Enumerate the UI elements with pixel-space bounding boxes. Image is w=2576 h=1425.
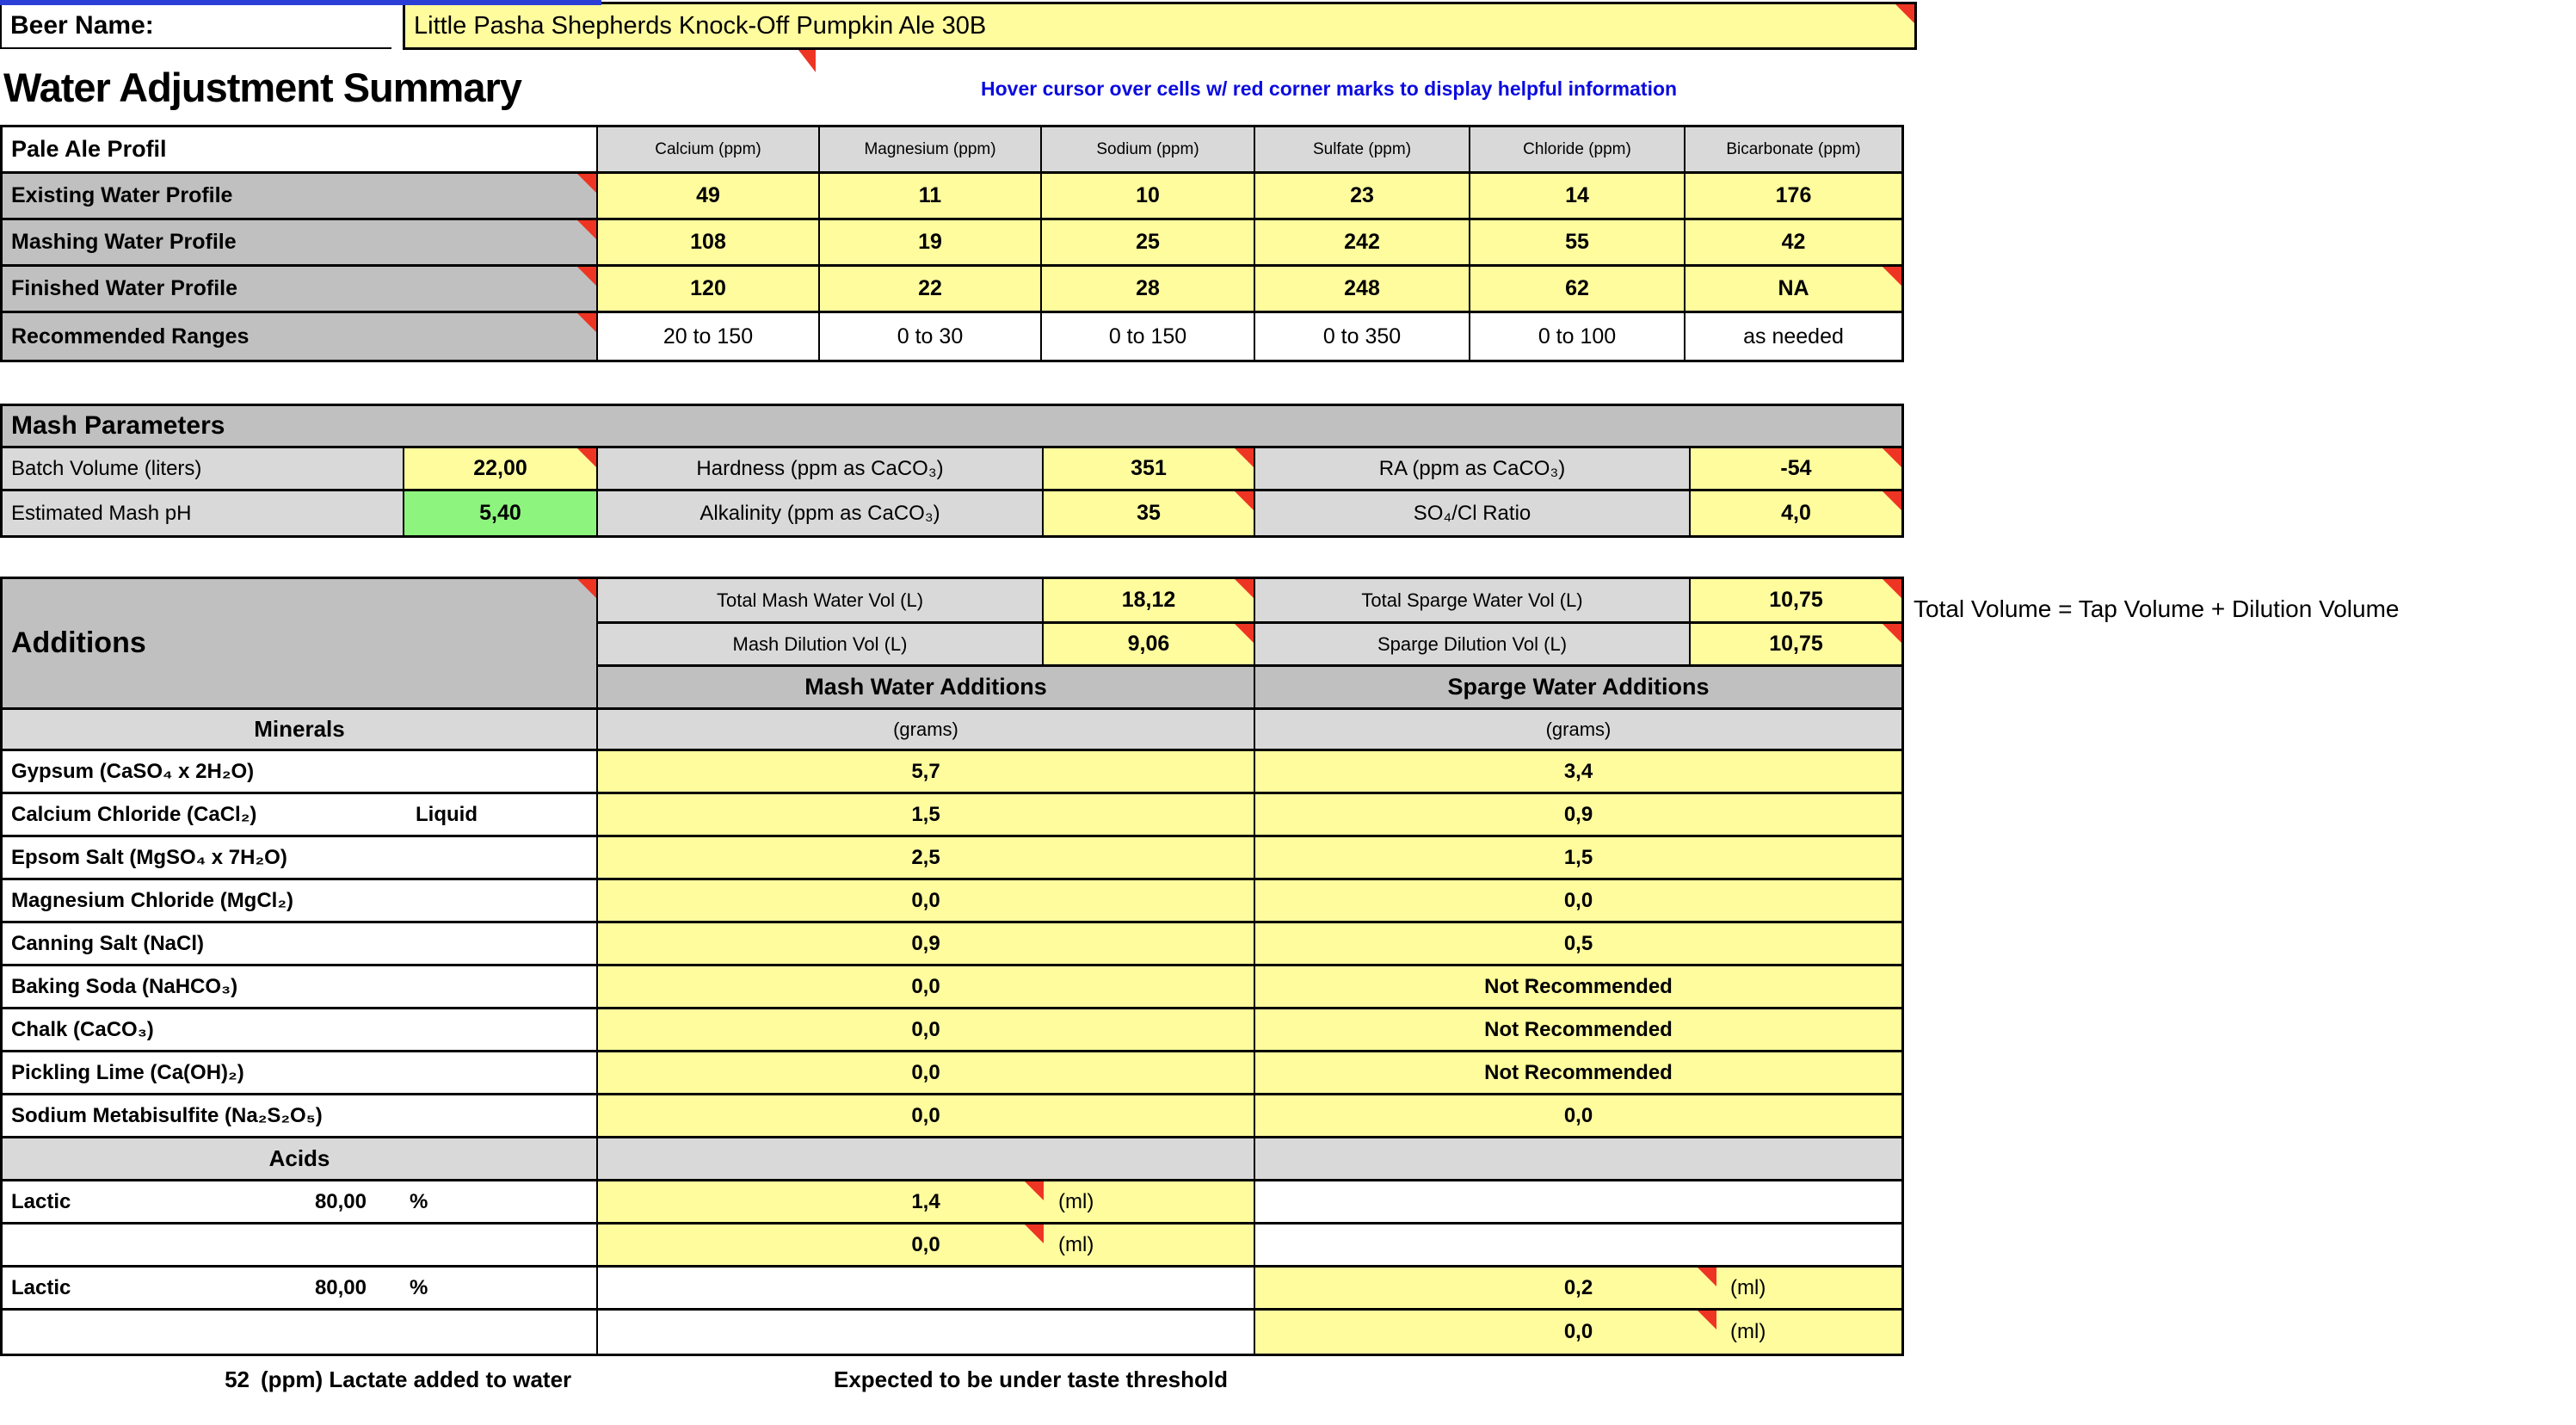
- acid-sparge-value[interactable]: [1255, 1311, 1901, 1354]
- profile-value-cell[interactable]: [1255, 220, 1470, 267]
- acid-concentration: 80,00: [314, 1189, 367, 1213]
- mineral-mash-value[interactable]: [598, 923, 1255, 966]
- param-label: [1255, 448, 1691, 491]
- volume-value-cell-text: 10,75: [1769, 632, 1823, 657]
- mineral-mash-value-text: 0,0: [911, 1017, 940, 1041]
- mineral-label-text: Chalk (CaCO₃): [11, 1017, 154, 1041]
- mineral-label: [3, 880, 598, 923]
- mineral-label-text: Canning Salt (NaCl): [11, 931, 205, 955]
- red-corner-mark: [1883, 448, 1901, 467]
- profile-value-cell-text: 248: [1344, 276, 1380, 301]
- param-label: [598, 491, 1044, 535]
- acids-header-spacer: [598, 1138, 1255, 1181]
- profile-corner-cell-text: Pale Ale Profil: [11, 136, 167, 163]
- profile-value-cell-text: 49: [696, 183, 720, 208]
- profile-value-cell[interactable]: [1255, 174, 1470, 220]
- acid-name: Lactic: [11, 1189, 71, 1213]
- profile-value-cell-text: 19: [918, 230, 942, 255]
- acid-sparge-value: [1255, 1225, 1901, 1268]
- profile-value-cell[interactable]: [1470, 220, 1685, 267]
- profile-value-cell-text: as needed: [1743, 324, 1844, 349]
- profile-value-cell-text: NA: [1778, 276, 1809, 301]
- acid-name-label: [3, 1311, 598, 1354]
- profile-col-header-text: Calcium (ppm): [655, 139, 761, 158]
- mineral-sparge-value-text: Not Recommended: [1484, 1060, 1673, 1084]
- acids-header-text: Acids: [268, 1144, 330, 1171]
- profile-value-cell: [820, 313, 1042, 360]
- volume-label: [598, 579, 1044, 624]
- mineral-mash-value[interactable]: [598, 837, 1255, 880]
- profile-col-header: [1685, 127, 1901, 174]
- mineral-label-text: Magnesium Chloride (MgCl₂): [11, 888, 293, 912]
- red-corner-mark: [1698, 1268, 1716, 1286]
- mineral-mash-value[interactable]: [598, 880, 1255, 923]
- grams-header: [598, 710, 1255, 751]
- profile-value-cell: [598, 313, 820, 360]
- ml-unit-label: (ml): [1058, 1232, 1094, 1256]
- mineral-sparge-value[interactable]: [1255, 837, 1901, 880]
- beer-name-input[interactable]: [403, 2, 1917, 50]
- mineral-label-text: Epsom Salt (MgSO₄ x 7H₂O): [11, 845, 287, 869]
- param-value-cell[interactable]: [1691, 491, 1901, 535]
- mineral-sparge-value-text: Not Recommended: [1484, 974, 1673, 998]
- profile-value-cell[interactable]: [1042, 174, 1255, 220]
- mineral-sparge-value-text: Not Recommended: [1484, 1017, 1673, 1041]
- red-corner-mark: [1883, 624, 1901, 643]
- param-value-cell-text: 22,00: [473, 456, 527, 481]
- mineral-mash-value[interactable]: [598, 1095, 1255, 1138]
- red-corner-mark: [1025, 1181, 1044, 1200]
- additions-table: [0, 577, 1904, 1356]
- acid-mash-value-text: 1,4: [911, 1189, 940, 1213]
- profile-row-label: [3, 220, 598, 267]
- mash-parameters-table: [0, 404, 1904, 538]
- param-label: [3, 491, 404, 535]
- mineral-mash-value[interactable]: [598, 1009, 1255, 1052]
- param-label-text: RA (ppm as CaCO₃): [1378, 456, 1566, 480]
- grams-header-text: (grams): [1545, 718, 1612, 740]
- volume-value-cell[interactable]: [1691, 579, 1901, 624]
- mineral-mash-value[interactable]: [598, 1052, 1255, 1095]
- acid-sparge-value-text: 0,0: [1563, 1320, 1593, 1344]
- profile-value-cell-text: 242: [1344, 230, 1380, 255]
- profile-value-cell: [1042, 313, 1255, 360]
- volume-value-cell-text: 10,75: [1769, 588, 1823, 613]
- red-corner-mark: [1235, 491, 1254, 510]
- mineral-label: [3, 837, 598, 880]
- profile-value-cell-text: 14: [1565, 183, 1589, 208]
- param-value-cell[interactable]: [1691, 448, 1901, 491]
- profile-row-label: [3, 267, 598, 313]
- red-corner-mark: [577, 174, 596, 193]
- additions-title-cell: [3, 579, 598, 710]
- grams-header-text: (grams): [893, 718, 958, 740]
- acid-sparge-value-text: 0,2: [1563, 1275, 1593, 1299]
- mineral-sparge-value-text: 0,0: [1563, 1103, 1593, 1127]
- acids-header: [3, 1138, 598, 1181]
- param-label: [598, 448, 1044, 491]
- mineral-sparge-value-text: 0,9: [1563, 802, 1593, 826]
- mineral-sparge-value[interactable]: [1255, 794, 1901, 837]
- mineral-sparge-value[interactable]: [1255, 966, 1901, 1009]
- profile-row-label: [3, 174, 598, 220]
- footer-note: [0, 1366, 1899, 1396]
- profile-value-cell[interactable]: [1042, 220, 1255, 267]
- mineral-mash-value-text: 0,0: [911, 1103, 940, 1127]
- acids-header-spacer: [1255, 1138, 1901, 1181]
- mash-additions-header-text: Mash Water Additions: [804, 674, 1047, 700]
- acid-percent-sign: %: [410, 1275, 428, 1299]
- red-comment-triangle: [798, 50, 816, 72]
- profile-row-label-text: Existing Water Profile: [11, 183, 233, 208]
- volume-value-cell-text: 9,06: [1127, 632, 1170, 657]
- acid-name: Lactic: [11, 1275, 71, 1299]
- profile-row-label: [3, 313, 598, 360]
- acid-name-label: [3, 1268, 598, 1311]
- profile-value-cell-text: 20 to 150: [662, 324, 754, 349]
- profile-col-header-text: Sodium (ppm): [1096, 139, 1199, 158]
- mineral-sparge-value[interactable]: [1255, 1095, 1901, 1138]
- profile-value-cell-text: 22: [918, 276, 942, 301]
- param-label: [3, 448, 404, 491]
- param-label-text: Batch Volume (liters): [11, 456, 202, 480]
- param-value-cell[interactable]: [404, 491, 598, 535]
- acid-mash-value[interactable]: [598, 1181, 1255, 1225]
- acid-percent-sign: %: [410, 1189, 428, 1213]
- minerals-header-text: Minerals: [254, 715, 345, 742]
- red-corner-mark: [577, 313, 596, 332]
- sparge-additions-header: [1255, 667, 1901, 710]
- mineral-label-text: Gypsum (CaSO₄ x 2H₂O): [11, 759, 255, 783]
- profile-corner-cell: [3, 127, 598, 174]
- mineral-label-text: Pickling Lime (Ca(OH)₂): [11, 1060, 244, 1084]
- profile-value-cell-text: 0 to 150: [1108, 324, 1187, 349]
- param-value-cell-text: 35: [1137, 501, 1161, 526]
- param-label-text: SO₄/Cl Ratio: [1413, 501, 1531, 525]
- mineral-sparge-value[interactable]: [1255, 751, 1901, 794]
- red-corner-mark: [1235, 448, 1254, 467]
- red-corner-mark: [1235, 579, 1254, 598]
- volume-label: [1255, 579, 1691, 624]
- additions-title-cell-text: Additions: [11, 626, 146, 659]
- red-corner-mark: [1883, 267, 1901, 286]
- mineral-mash-value-text: 0,0: [911, 888, 940, 912]
- water-profile-table: [0, 125, 1904, 362]
- profile-value-cell-text: 55: [1565, 230, 1589, 255]
- profile-value-cell-text: 62: [1565, 276, 1589, 301]
- param-label-text: Alkalinity (ppm as CaCO₃): [699, 501, 940, 525]
- volume-label-text: Total Mash Water Vol (L): [716, 589, 924, 611]
- profile-row-label-text: Finished Water Profile: [11, 276, 238, 301]
- sparge-additions-header-text: Sparge Water Additions: [1447, 674, 1710, 700]
- profile-value-cell-text: 0 to 100: [1538, 324, 1617, 349]
- mineral-mash-value-text: 0,9: [911, 931, 940, 955]
- profile-value-cell: [1255, 313, 1470, 360]
- profile-value-cell[interactable]: [1255, 267, 1470, 313]
- mineral-mash-value-text: 1,5: [911, 802, 940, 826]
- mash-params-title: [3, 406, 1901, 448]
- mash-additions-header: [598, 667, 1255, 710]
- profile-value-cell[interactable]: [1685, 220, 1901, 267]
- ml-unit-label: (ml): [1730, 1320, 1766, 1344]
- volume-value-cell[interactable]: [1044, 579, 1255, 624]
- acid-mash-value: [598, 1311, 1255, 1354]
- mineral-sparge-value-text: 0,5: [1563, 931, 1593, 955]
- profile-value-cell: [1685, 313, 1901, 360]
- mineral-label: [3, 966, 598, 1009]
- param-value-cell[interactable]: [1044, 448, 1255, 491]
- profile-value-cell[interactable]: [598, 267, 820, 313]
- volume-label-text: Sparge Dilution Vol (L): [1377, 632, 1568, 655]
- param-value-cell-text: 4,0: [1781, 501, 1811, 526]
- param-value-cell[interactable]: [404, 448, 598, 491]
- red-corner-mark: [577, 220, 596, 239]
- profile-value-cell-text: 10: [1136, 183, 1160, 208]
- mineral-mash-value-text: 0,0: [911, 1060, 940, 1084]
- mineral-sparge-value-text: 1,5: [1563, 845, 1593, 869]
- page-title: Water Adjustment Summary: [3, 65, 521, 110]
- volume-label: [1255, 624, 1691, 667]
- profile-value-cell-text: 0 to 30: [897, 324, 964, 349]
- acid-concentration: 80,00: [314, 1275, 367, 1299]
- param-value-cell-text: 5,40: [479, 501, 521, 526]
- profile-col-header: [820, 127, 1042, 174]
- mineral-label-text: Sodium Metabisulfite (Na₂S₂O₅): [11, 1103, 323, 1127]
- profile-value-cell-text: 120: [690, 276, 726, 301]
- hint-text: Hover cursor over cells w/ red corner marks to display helpful information: [981, 77, 1678, 100]
- acid-name-label: [3, 1225, 598, 1268]
- volume-value-cell[interactable]: [1691, 624, 1901, 667]
- red-corner-mark: [1883, 579, 1901, 598]
- profile-value-cell-text: 0 to 350: [1322, 324, 1402, 349]
- mineral-sparge-value-text: 0,0: [1563, 888, 1593, 912]
- lactate-note: (ppm) Lactate added to water: [261, 1366, 572, 1392]
- mineral-sparge-value[interactable]: [1255, 880, 1901, 923]
- volume-value-cell[interactable]: [1044, 624, 1255, 667]
- profile-value-cell[interactable]: [598, 174, 820, 220]
- profile-value-cell[interactable]: [820, 267, 1042, 313]
- mineral-sparge-value-text: 3,4: [1563, 759, 1593, 783]
- mineral-form-note: Liquid: [416, 802, 478, 826]
- profile-col-header: [598, 127, 820, 174]
- beer-name-label: Beer Name:: [0, 3, 391, 49]
- red-corner-mark: [577, 579, 596, 598]
- red-corner-mark: [1883, 491, 1901, 510]
- param-value-cell-text: -54: [1780, 456, 1812, 481]
- volume-label-text: Total Sparge Water Vol (L): [1361, 589, 1583, 611]
- param-value-cell[interactable]: [1044, 491, 1255, 535]
- volume-value-cell-text: 18,12: [1121, 588, 1176, 613]
- param-label: [1255, 491, 1691, 535]
- profile-value-cell[interactable]: [1042, 267, 1255, 313]
- profile-value-cell-text: 42: [1781, 230, 1806, 255]
- acid-mash-value[interactable]: [598, 1225, 1255, 1268]
- profile-value-cell-text: 25: [1136, 230, 1160, 255]
- profile-value-cell-text: 28: [1136, 276, 1160, 301]
- acid-mash-value-text: 0,0: [911, 1232, 940, 1256]
- profile-col-header: [1470, 127, 1685, 174]
- profile-value-cell-text: 11: [918, 183, 942, 208]
- profile-value-cell-text: 176: [1775, 183, 1812, 208]
- acid-name-label: [3, 1181, 598, 1225]
- top-blue-border: [0, 0, 601, 5]
- acid-mash-value: [598, 1268, 1255, 1311]
- volume-label: [598, 624, 1044, 667]
- mineral-label-text: Calcium Chloride (CaCl₂): [11, 802, 257, 826]
- mineral-label-text: Baking Soda (NaHCO₃): [11, 974, 238, 998]
- profile-value-cell: [1470, 313, 1685, 360]
- profile-value-cell[interactable]: [1470, 267, 1685, 313]
- grams-header: [1255, 710, 1901, 751]
- profile-value-cell[interactable]: [820, 220, 1042, 267]
- total-volume-note: Total Volume = Tap Volume + Dilution Volume: [1914, 595, 2400, 622]
- mineral-label: [3, 1052, 598, 1095]
- red-corner-mark: [1025, 1225, 1044, 1243]
- red-corner-mark: [1698, 1311, 1716, 1329]
- acid-sparge-value: [1255, 1181, 1901, 1225]
- profile-col-header-text: Chloride (ppm): [1523, 139, 1631, 158]
- profile-value-cell[interactable]: [1470, 174, 1685, 220]
- mineral-sparge-value[interactable]: [1255, 923, 1901, 966]
- param-label-text: Hardness (ppm as CaCO₃): [696, 456, 944, 480]
- param-label-text: Estimated Mash pH: [11, 501, 192, 525]
- mineral-mash-value-text: 2,5: [911, 845, 940, 869]
- profile-value-cell[interactable]: [1685, 267, 1901, 313]
- param-value-cell-text: 351: [1131, 456, 1167, 481]
- red-corner-mark: [577, 267, 596, 286]
- profile-col-header-text: Magnesium (ppm): [864, 139, 996, 158]
- mineral-mash-value[interactable]: [598, 751, 1255, 794]
- mineral-label: [3, 1009, 598, 1052]
- red-corner-mark: [1895, 4, 1914, 23]
- profile-col-header-text: Sulfate (ppm): [1312, 139, 1412, 158]
- mineral-label: [3, 923, 598, 966]
- acid-sparge-value[interactable]: [1255, 1268, 1901, 1311]
- mineral-mash-value-text: 0,0: [911, 974, 940, 998]
- mineral-sparge-value[interactable]: [1255, 1052, 1901, 1095]
- mash-params-title-text: Mash Parameters: [11, 411, 225, 441]
- profile-value-cell-text: 23: [1350, 183, 1374, 208]
- profile-row-label-text: Mashing Water Profile: [11, 230, 237, 255]
- profile-col-header: [1042, 127, 1255, 174]
- beer-name-text: Little Pasha Shepherds Knock-Off Pumpkin Ale 30B: [414, 11, 987, 40]
- red-corner-mark: [577, 448, 596, 467]
- profile-value-cell[interactable]: [1685, 174, 1901, 220]
- taste-threshold-note: Expected to be under taste threshold: [834, 1366, 1228, 1392]
- red-corner-mark: [1235, 624, 1254, 643]
- profile-col-header-text: Bicarbonate (ppm): [1726, 139, 1861, 158]
- mineral-label: [3, 751, 598, 794]
- lactate-ppm-value: 52: [225, 1366, 250, 1392]
- volume-label-text: Mash Dilution Vol (L): [732, 632, 908, 655]
- mineral-mash-value[interactable]: [598, 794, 1255, 837]
- minerals-header: [3, 710, 598, 751]
- mineral-label: [3, 1095, 598, 1138]
- ml-unit-label: (ml): [1058, 1189, 1094, 1213]
- profile-row-label-text: Recommended Ranges: [11, 324, 250, 349]
- profile-value-cell[interactable]: [820, 174, 1042, 220]
- mineral-sparge-value[interactable]: [1255, 1009, 1901, 1052]
- profile-value-cell-text: 108: [690, 230, 726, 255]
- mineral-label: [3, 794, 598, 837]
- profile-value-cell[interactable]: [598, 220, 820, 267]
- mineral-mash-value[interactable]: [598, 966, 1255, 1009]
- ml-unit-label: (ml): [1730, 1275, 1766, 1299]
- profile-col-header: [1255, 127, 1470, 174]
- mineral-mash-value-text: 5,7: [911, 759, 940, 783]
